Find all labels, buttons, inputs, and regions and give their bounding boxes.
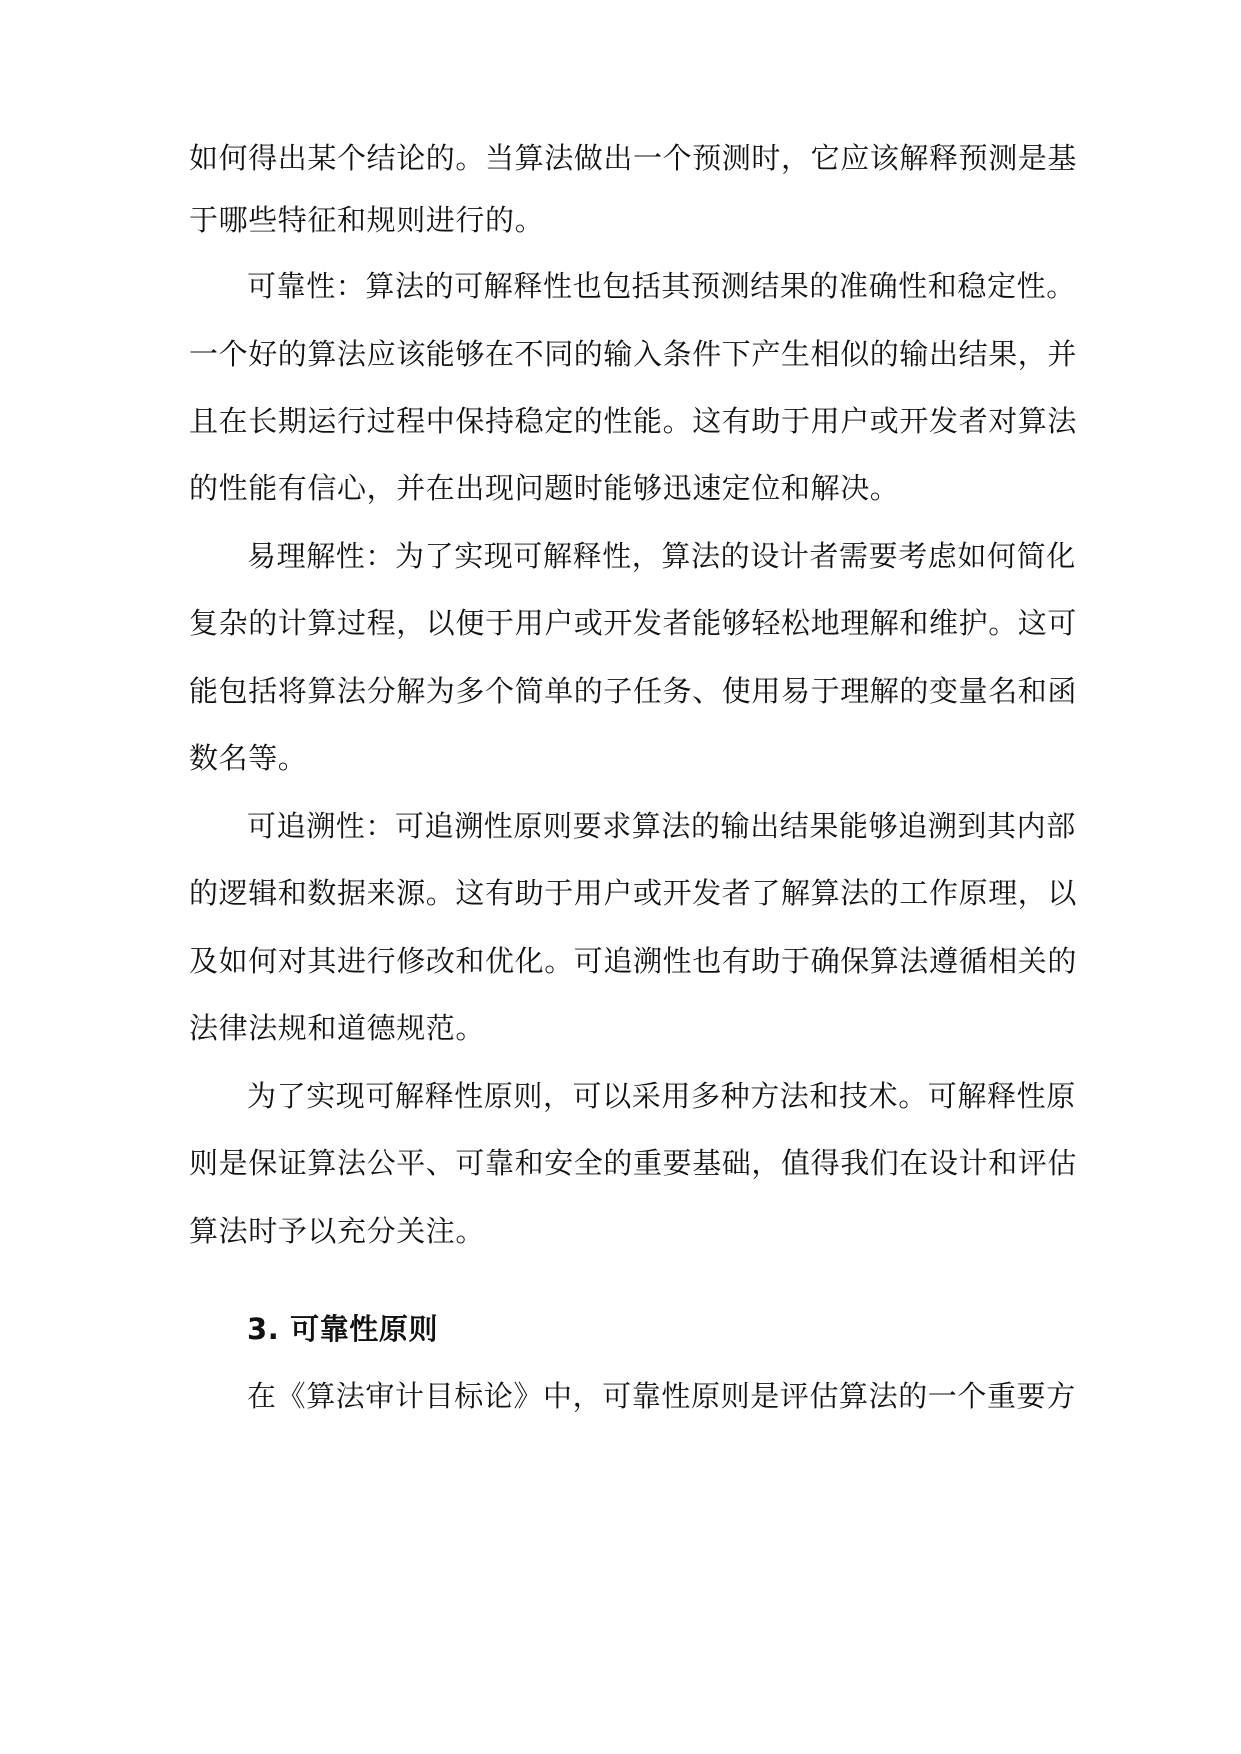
paragraph-line: 且在长期运行过程中保持稳定的性能。这有助于用户或开发者对算法 bbox=[189, 404, 1078, 438]
paragraph-line: 于哪些特征和规则进行的。 bbox=[189, 203, 545, 237]
paragraph-line: 易理解性：为了实现可解释性，算法的设计者需要考虑如何简化 bbox=[247, 539, 1076, 573]
paragraph-line: 算法时予以充分关注。 bbox=[189, 1214, 486, 1248]
paragraph-line: 法律法规和道德规范。 bbox=[189, 1011, 486, 1045]
paragraph-line: 一个好的算法应该能够在不同的输入条件下产生相似的输出结果，并 bbox=[189, 337, 1078, 371]
paragraph-line: 可靠性：算法的可解释性也包括其预测结果的准确性和稳定性。 bbox=[247, 269, 1076, 303]
paragraph-line: 数名等。 bbox=[189, 741, 308, 775]
section-heading: 3. 可靠性原则 bbox=[247, 1312, 439, 1346]
paragraph-line: 为了实现可解释性原则，可以采用多种方法和技术。可解释性原 bbox=[247, 1079, 1076, 1113]
paragraph-line: 的性能有信心，并在出现问题时能够迅速定位和解决。 bbox=[189, 471, 900, 505]
paragraph-line: 能包括将算法分解为多个简单的子任务、使用易于理解的变量名和函 bbox=[189, 674, 1078, 708]
paragraph-line: 可追溯性：可追溯性原则要求算法的输出结果能够追溯到其内部 bbox=[247, 809, 1076, 843]
paragraph-line: 的逻辑和数据来源。这有助于用户或开发者了解算法的工作原理，以 bbox=[189, 876, 1078, 910]
paragraph-line: 复杂的计算过程，以便于用户或开发者能够轻松地理解和维护。这可 bbox=[189, 606, 1078, 640]
paragraph-line: 及如何对其进行修改和优化。可追溯性也有助于确保算法遵循相关的 bbox=[189, 944, 1078, 978]
paragraph-line: 则是保证算法公平、可靠和安全的重要基础，值得我们在设计和评估 bbox=[189, 1146, 1078, 1180]
paragraph-line: 如何得出某个结论的。当算法做出一个预测时，它应该解释预测是基 bbox=[189, 141, 1078, 175]
paragraph-line: 在《算法审计目标论》中，可靠性原则是评估算法的一个重要方 bbox=[247, 1379, 1076, 1413]
